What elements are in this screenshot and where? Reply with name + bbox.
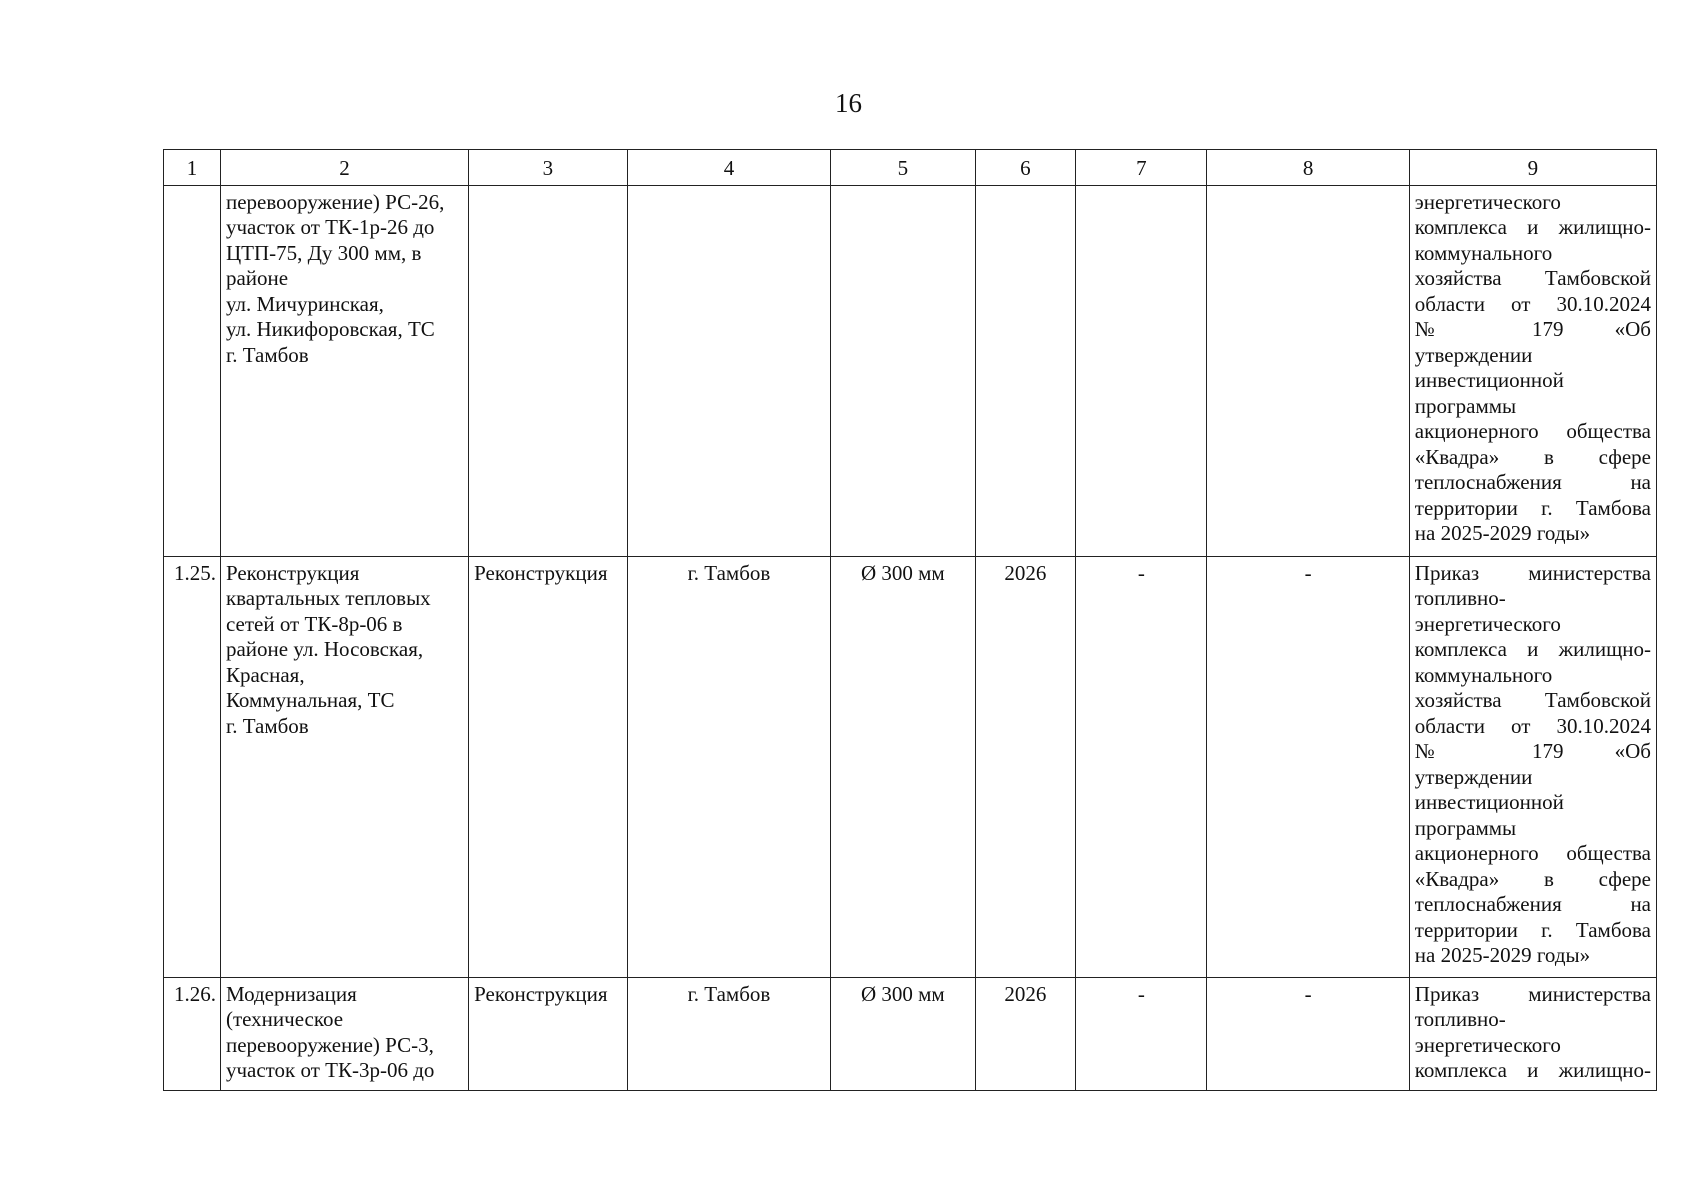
year: 2026 <box>975 977 1076 1090</box>
basis-line: области от 30.10.2024 <box>1414 291 1651 316</box>
project-name-line: г. Тамбов <box>225 342 309 367</box>
basis-line: «Квадра» в сфере <box>1414 866 1651 891</box>
header-col-5: 5 <box>831 150 975 186</box>
col-7-value: - <box>1076 977 1207 1090</box>
basis-line: № 179 «Об <box>1414 317 1651 341</box>
project-name-line: перевооружение) РС-26, <box>225 189 445 214</box>
basis-line: теплоснабжения на <box>1414 892 1651 916</box>
project-name-line: Красная, <box>225 662 305 687</box>
basis-line: комплекса и жилищно- <box>1414 215 1651 239</box>
project-name-line: ул. Никифоровская, ТС <box>225 317 435 341</box>
basis-line: территории г. Тамбова <box>1414 495 1651 520</box>
col-8-value <box>1207 185 1409 556</box>
year <box>975 185 1076 556</box>
project-name <box>220 556 468 977</box>
basis-line: коммунального <box>1414 662 1553 687</box>
work-type: Реконструкция <box>469 556 628 977</box>
basis-line: акционерного общества <box>1414 841 1651 865</box>
header-col-9: 9 <box>1409 150 1656 186</box>
header-col-8: 8 <box>1207 150 1409 186</box>
basis-line: энергетического <box>1414 1032 1561 1057</box>
header-col-4: 4 <box>627 150 830 186</box>
project-name <box>220 185 468 556</box>
table-row <box>164 556 1657 977</box>
project-name-line: сетей от ТК-8р-06 в <box>225 611 403 636</box>
basis-line: комплекса и жилищно- <box>1414 1058 1651 1082</box>
table-header-row <box>164 150 1657 186</box>
parameter <box>831 185 975 556</box>
basis-line: коммунального <box>1414 240 1553 265</box>
project-name-line: районе <box>225 266 289 290</box>
basis-line: инвестиционной <box>1414 790 1564 814</box>
location: г. Тамбов <box>627 977 830 1090</box>
basis-line: энергетического <box>1414 611 1561 636</box>
parameter: Ø 300 мм <box>831 556 975 977</box>
row-number <box>164 185 221 556</box>
header-col-1: 1 <box>164 150 221 186</box>
header-col-2: 2 <box>220 150 468 186</box>
basis-line: хозяйства Тамбовской <box>1414 266 1651 290</box>
basis-line: № 179 «Об <box>1414 739 1651 763</box>
col-7-value: - <box>1076 556 1207 977</box>
parameter: Ø 300 мм <box>831 977 975 1090</box>
col-8-value: - <box>1207 977 1409 1090</box>
work-type: Реконструкция <box>469 977 628 1090</box>
basis-document <box>1409 977 1656 1090</box>
basis-line: утверждении <box>1414 342 1533 367</box>
col-7-value <box>1076 185 1207 556</box>
project-name-line: перевооружение) РС-3, <box>225 1032 434 1057</box>
project-name-line: квартальных тепловых <box>225 586 431 610</box>
work-type <box>469 185 628 556</box>
basis-line: области от 30.10.2024 <box>1414 713 1651 738</box>
project-name-line: районе ул. Носовская, <box>225 637 424 661</box>
projects-table <box>163 149 1657 1091</box>
basis-line: Приказ министерства <box>1414 981 1651 1006</box>
project-name-line: участок от ТК-3р-06 до <box>225 1058 435 1082</box>
basis-line: «Квадра» в сфере <box>1414 444 1651 469</box>
page-number: 16 <box>835 88 862 118</box>
table-row <box>164 185 1657 556</box>
basis-line: программы <box>1414 815 1517 840</box>
project-name-line: участок от ТК-1р-26 до <box>225 215 435 239</box>
basis-line: хозяйства Тамбовской <box>1414 688 1651 712</box>
project-name-line: г. Тамбов <box>225 713 309 738</box>
basis-line: на 2025-2029 годы» <box>1414 943 1591 967</box>
project-name <box>220 977 468 1090</box>
header-col-3: 3 <box>469 150 628 186</box>
basis-line: на 2025-2029 годы» <box>1414 521 1591 545</box>
basis-line: утверждении <box>1414 764 1533 789</box>
location <box>627 185 830 556</box>
project-name-line: (техническое <box>225 1007 344 1031</box>
table-row <box>164 977 1657 1090</box>
col-8-value: - <box>1207 556 1409 977</box>
basis-line: территории г. Тамбова <box>1414 917 1651 942</box>
basis-line: программы <box>1414 393 1517 418</box>
year: 2026 <box>975 556 1076 977</box>
row-number: 1.26. <box>164 977 221 1090</box>
basis-line: акционерного общества <box>1414 419 1651 443</box>
basis-line: Приказ министерства <box>1414 560 1651 585</box>
location: г. Тамбов <box>627 556 830 977</box>
header-col-6: 6 <box>975 150 1076 186</box>
header-col-7: 7 <box>1076 150 1207 186</box>
basis-line: топливно- <box>1414 586 1506 610</box>
basis-line: топливно- <box>1414 1007 1506 1031</box>
project-name-line: Модернизация <box>225 981 357 1006</box>
project-name-line: Коммунальная, ТС <box>225 688 395 712</box>
basis-line: теплоснабжения на <box>1414 470 1651 494</box>
project-name-line: ЦТП-75, Ду 300 мм, в <box>225 240 422 265</box>
row-number: 1.25. <box>164 556 221 977</box>
basis-document <box>1409 556 1656 977</box>
project-name-line: Реконструкция <box>225 560 360 585</box>
basis-line: энергетического <box>1414 189 1561 214</box>
basis-line: инвестиционной <box>1414 368 1564 392</box>
project-name-line: ул. Мичуринская, <box>225 291 384 316</box>
basis-document <box>1409 185 1656 556</box>
basis-line: комплекса и жилищно- <box>1414 637 1651 661</box>
